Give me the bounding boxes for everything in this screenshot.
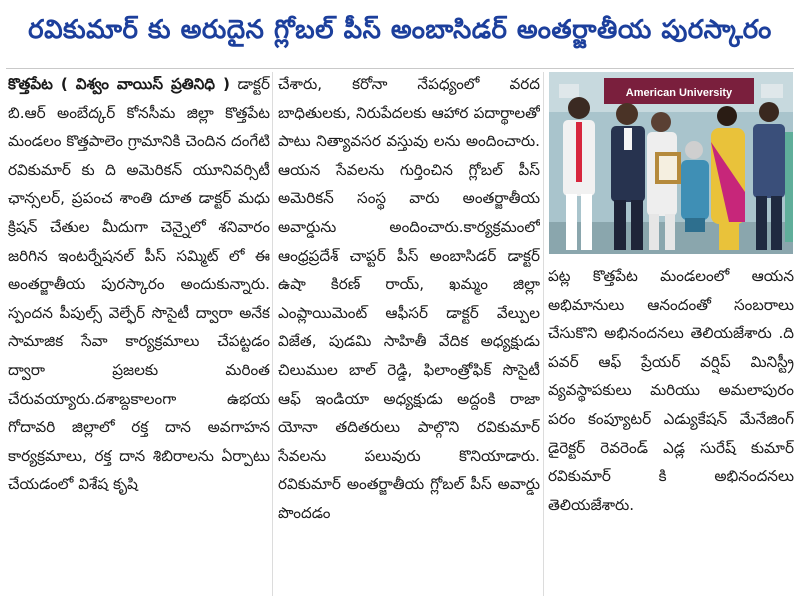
column-3-text: పట్ల కొత్తపేట మండలంలో ఆయన అభిమానులు ఆనందంతో సంబరాలు చేసుకొని అభినందనలు తెలియజేశారు .ది పవర్ ఆఫ్ ప్రేయర్ వర్షిప్ మినిస్ట్రీ వ్యవస్థాపకులు మరియు అమలాపురం పరం కంప్యూటర్ ఎడ్యుకేషన్ మేనేజింగ్ డైరెక్టర్ రెవరెండ్ ఎడ్ల సురేష్ కుమార్ రవికుమార్ కి అభినందనలు తెలియజేశారు. — [548, 267, 794, 514]
article-column-1 — [8, 70, 270, 600]
article-column-3 — [548, 262, 794, 592]
headline: రవికుమార్ కు అరుదైన గ్లోబల్ పీస్ అంబాసిడర్ అంతర్జాతీయ పురస్కారం — [28, 15, 772, 45]
dateline: కొత్తపేట ( విశ్వం వాయిస్ ప్రతినిధి ) — [8, 75, 230, 93]
column-divider — [272, 72, 273, 596]
column-2-text: చేశారు, కరోనా నేపధ్యంలో వరద బాధితులకు, నిరుపేదలకు ఆహార పదార్థాలతో పాటు నిత్యావసర వస్తువు లను అందించారు. ఆయన సేవలను గుర్తించిన గ్లోబల్ పీస్ అమెరికన్ సంస్థ వారు అంతర్జాతీయ అవార్డును అందించారు.కార్యక్రమంలో ఆంధ్రప్రదేశ్ చాప్టర్ పీస్ అంబాసిడర్ డాక్టర్ ఉషా కిరణ్ రాయ్, ఖమ్మం జిల్లా ఎంప్లాయిమెంట్ ఆఫీసర్ డాక్టర్ వేల్పుల విజేత, పుడమి సాహితీ వేదిక అధ్యక్షుడు చిలుముల బాల్ రెడ్డి, ఫిలాంత్రోఫిక్ సొసైటీ ఆఫ్ ఇండియా అధ్యక్షుడు అద్దంకి రాజా యోనా తదితరులు పాల్గొని రవికుమార్ సేవలను పలువురు కొనియాడారు. రవికుమార్ అంతర్జాతీయ గ్లోబల్ పీస్ అవార్డు పొందడం — [278, 75, 540, 522]
column-divider — [543, 72, 544, 596]
photo-banner-text: American University — [625, 87, 733, 99]
award-ceremony-photo — [549, 72, 793, 254]
article-column-2 — [278, 70, 540, 600]
headline-rule — [6, 68, 794, 69]
column-1-text: డాక్టర్ బి.ఆర్ అంబేద్కర్ కోనసీమ జిల్లా కొత్తపేట మండలం కొత్తపాలెం గ్రామానికి చెందిన దంగేటి రవికుమార్ కు ది అమెరికన్ యూనివర్సిటీ ఛాన్సలర్, ప్రపంచ శాంతి దూత డాక్టర్ మధు క్రిషన్ చేతుల మీదుగా చెన్నైలో శనివారం జరిగిన ఇంటర్నేషనల్ పీస్ సమ్మిట్ లో ఈ అంతర్జాతీయ పురస్కారం అందుకున్నారు. స్పందన పీపుల్స్ వెల్ఫేర్ సొసైటీ ద్వారా అనేక సామాజిక సేవా కార్యక్రమాలు చేపట్టడం ద్వారా ప్రజలకు మరింత చేరువయ్యారు.దశాబ్దకాలంగా ఉభయ గోదావరి జిల్లాలో రక్త దాన అవగాహన కార్యక్రమాలు, రక్త దాన శిబిరాలను ఏర్పాటు చేయడంలో విశేష కృషి — [8, 75, 270, 494]
